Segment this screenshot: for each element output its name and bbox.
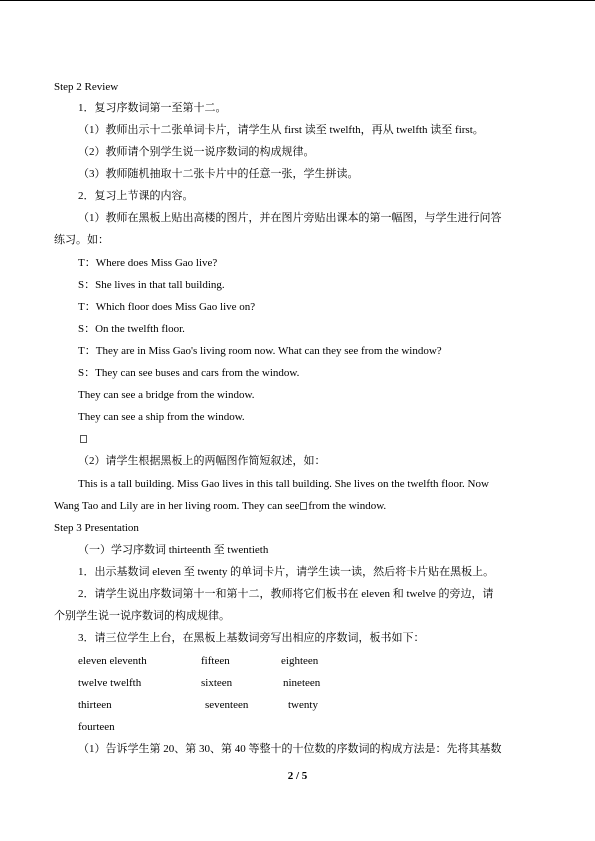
step3-item-2-line2: 个别学生说一说序数词的构成规律。 bbox=[54, 610, 230, 622]
step3-item-3-a: （1）告诉学生第 20、第 30、第 40 等整十的十位数的序数词的构成方法是：先将其基数 bbox=[78, 743, 502, 755]
dialog-line-5: T：They are in Miss Gao's living room now. What can they see from the window? bbox=[78, 345, 442, 357]
dialog-line-4: S：On the twelfth floor. bbox=[78, 323, 185, 335]
board-cell: nineteen bbox=[283, 677, 321, 689]
board-cell: sixteen bbox=[201, 677, 233, 689]
board-cell: eleven eleventh bbox=[78, 655, 147, 667]
board-cell: eighteen bbox=[281, 655, 319, 667]
missing-image-placeholder bbox=[79, 432, 88, 446]
narrative-line-1: This is a tall building. Miss Gao lives in this tall building. She lives on the twelfth floor. Now bbox=[78, 478, 489, 490]
step3-item-1: 1．出示基数词 eleven 至 twenty 的单词卡片，请学生读一读，然后将卡片贴在黑板上。 bbox=[78, 566, 495, 578]
dialog-line-3: T：Which floor does Miss Gao live on? bbox=[78, 301, 256, 313]
step3-subheading: （一）学习序数词 thirteenth 至 twentieth bbox=[78, 544, 269, 556]
board-cell: seventeen bbox=[205, 699, 249, 711]
narrative-line-2-start: Wang Tao and Lily are in her living room. They can see bbox=[54, 500, 300, 512]
step2-item-1: 1．复习序数词第一至第十二。 bbox=[78, 102, 227, 114]
step2-item-2: 2．复习上节课的内容。 bbox=[78, 190, 194, 202]
image-placeholder-box bbox=[80, 435, 87, 443]
step2-item-1-a: （1）教师出示十二张单词卡片，请学生从 first 读至 twelfth，再从 twelfth 读至 first。 bbox=[78, 124, 484, 136]
step2-item-1-c: （3）教师随机抽取十二张卡片中的任意一张，学生拼读。 bbox=[78, 168, 359, 180]
board-cell: twenty bbox=[288, 699, 318, 711]
dialog-line-2: S：She lives in that tall building. bbox=[78, 279, 225, 291]
board-cell: fifteen bbox=[201, 655, 230, 667]
step2-item-2-b: （2）请学生根据黑板上的两幅图作简短叙述，如： bbox=[78, 455, 326, 467]
narrative-line-2-end: from the window. bbox=[308, 500, 387, 512]
board-cell: fourteen bbox=[78, 721, 115, 733]
dialog-line-7: They can see a bridge from the window. bbox=[78, 389, 255, 401]
step2-heading: Step 2 Review bbox=[54, 81, 119, 93]
step3-item-3: 3．请三位学生上台，在黑板上基数词旁写出相应的序数词，板书如下： bbox=[78, 632, 425, 644]
board-cell: twelve twelfth bbox=[78, 677, 142, 689]
dialog-line-6: S：They can see buses and cars from the window. bbox=[78, 367, 300, 379]
board-cell: thirteen bbox=[78, 699, 112, 711]
dialog-line-8: They can see a ship from the window. bbox=[78, 411, 245, 423]
dialog-line-1: T：Where does Miss Gao live? bbox=[78, 257, 218, 269]
page-number: 2 / 5 bbox=[287, 770, 308, 782]
step2-item-2-a-line2: 练习。如： bbox=[54, 234, 109, 246]
step3-item-2-line1: 2．请学生说出序数词第十一和第十二，教师将它们板书在 eleven 和 twelve 的旁边，请 bbox=[78, 588, 494, 600]
step3-heading: Step 3 Presentation bbox=[54, 522, 139, 534]
inline-image-placeholder-box bbox=[300, 502, 307, 510]
step2-item-1-b: （2）教师请个别学生说一说序数词的构成规律。 bbox=[78, 146, 315, 158]
step2-item-2-a-line1: （1）教师在黑板上贴出高楼的图片，并在图片旁贴出课本的第一幅图，与学生进行问答 bbox=[78, 212, 502, 224]
narrative-line-2 bbox=[54, 499, 386, 513]
